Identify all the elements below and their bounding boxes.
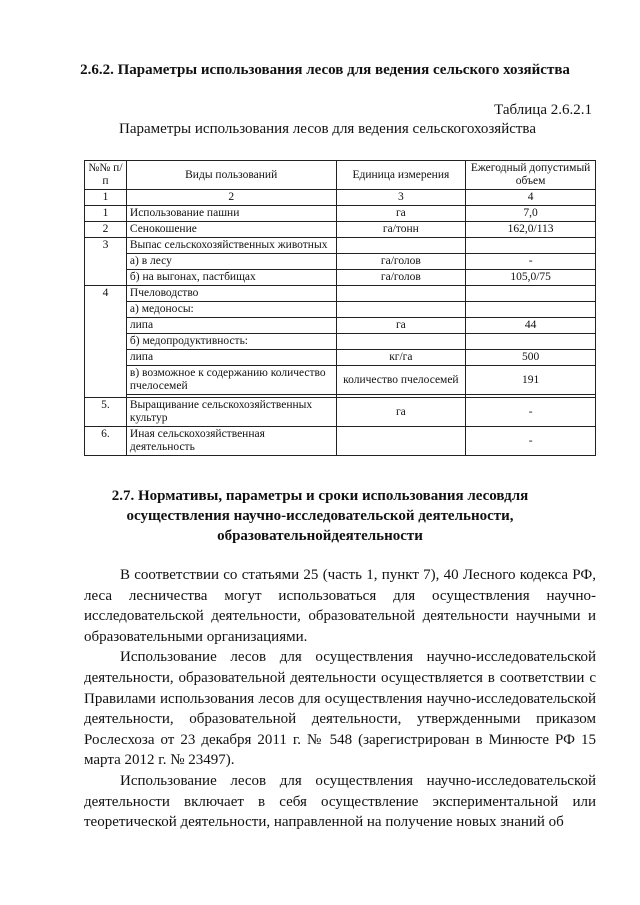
row-type: липа <box>126 318 336 334</box>
row-type: а) медоносы: <box>126 302 336 318</box>
row-unit <box>336 286 466 302</box>
table-row <box>85 350 596 366</box>
row-num: 4 <box>85 286 127 398</box>
row-volume <box>466 334 596 350</box>
header-unit: Единица измерения <box>336 161 466 190</box>
table-row <box>85 206 596 222</box>
row-num: 3 <box>85 238 127 286</box>
paragraph: В соответствии со статьями 25 (часть 1, пункт 7), 40 Лесного кодекса РФ, леса лесничества могут использоваться для осуществления научно-исследовательской деятельности, образовательной деятельности научными и образовательными организациями. <box>84 567 596 645</box>
table-row <box>85 366 596 395</box>
row-unit: га/тонн <box>336 222 466 238</box>
row-volume <box>466 238 596 254</box>
row-unit <box>336 302 466 318</box>
table-row <box>85 318 596 334</box>
row-type: в) возможное к содержанию количество пчелосемей <box>126 366 336 395</box>
row-num: 6. <box>85 427 127 456</box>
column-number-row <box>85 190 596 206</box>
row-volume: 500 <box>466 350 596 366</box>
row-volume: 191 <box>466 366 596 395</box>
col-number: 2 <box>126 190 336 206</box>
row-unit: га/голов <box>336 254 466 270</box>
row-unit: га <box>336 398 466 427</box>
table-row <box>85 427 596 456</box>
row-type: Сенокошение <box>126 222 336 238</box>
row-num: 5. <box>85 398 127 427</box>
header-num: №№ п/п <box>85 161 127 190</box>
row-type: липа <box>126 350 336 366</box>
table-header-row <box>85 161 596 190</box>
row-unit: кг/га <box>336 350 466 366</box>
row-type: а) в лесу <box>126 254 336 270</box>
row-type: Пчеловодство <box>126 286 336 302</box>
row-volume: - <box>466 254 596 270</box>
row-volume: 7,0 <box>466 206 596 222</box>
table-row <box>85 286 596 302</box>
row-unit <box>336 238 466 254</box>
paragraph: Использование лесов для осуществления научно-исследовательской деятельности, образовательной деятельности осуществляется в соответствии с Правилами использования лесов для осуществления научно-исследовательской деятельности, образовательной деятельности, утвержденными приказом Рослесхоза от 23 декабря 2011 г. № 548 (зарегистрирован в Минюсте РФ 15 марта 2012 г. № 23497). <box>84 649 596 769</box>
table-row <box>85 270 596 286</box>
row-unit: количество пчелосемей <box>336 366 466 395</box>
table-row <box>85 334 596 350</box>
row-type: Выращивание сельскохозяйственных культур <box>126 398 336 427</box>
table-row <box>85 302 596 318</box>
paragraph: Использование лесов для осуществления научно-исследовательской деятельности включает в себя осуществление экспериментальной или теоретической деятельности, направленной на получение новых знаний об <box>84 772 596 831</box>
row-volume: 44 <box>466 318 596 334</box>
row-volume: - <box>466 398 596 427</box>
table-title: Параметры использования лесов для ведения сельскогохозяйства <box>119 121 536 137</box>
row-type: Использование пашни <box>126 206 336 222</box>
row-num: 1 <box>85 206 127 222</box>
row-unit: га/голов <box>336 270 466 286</box>
row-volume: - <box>466 427 596 456</box>
row-num: 2 <box>85 222 127 238</box>
row-volume <box>466 302 596 318</box>
section-heading: 2.6.2. Параметры использования лесов для ведения сельского хозяйства <box>80 62 570 78</box>
section2-heading: 2.7. Нормативы, параметры и сроки использования лесовдля осуществления научно-исследовательской деятельности, образовательнойдеятельности <box>111 488 529 544</box>
table-row <box>85 222 596 238</box>
col-number: 3 <box>336 190 466 206</box>
table-row <box>85 398 596 427</box>
header-type: Виды пользований <box>126 161 336 190</box>
row-unit: га <box>336 318 466 334</box>
row-unit <box>336 334 466 350</box>
row-type: б) на выгонах, пастбищах <box>126 270 336 286</box>
table-row <box>85 238 596 254</box>
body-text <box>84 565 596 833</box>
row-type: Иная сельскохозяйственная деятельность <box>126 427 336 456</box>
table-row <box>85 254 596 270</box>
row-type: Выпас сельскохозяйственных животных <box>126 238 336 254</box>
parameters-table <box>84 160 596 456</box>
row-unit: га <box>336 206 466 222</box>
row-volume <box>466 286 596 302</box>
col-number: 1 <box>85 190 127 206</box>
row-volume: 105,0/75 <box>466 270 596 286</box>
row-volume: 162,0/113 <box>466 222 596 238</box>
row-type: б) медопродуктивность: <box>126 334 336 350</box>
row-unit <box>336 427 466 456</box>
col-number: 4 <box>466 190 596 206</box>
header-volume: Ежегодный допустимый объем <box>466 161 596 190</box>
table-number: Таблица 2.6.2.1 <box>494 102 592 118</box>
